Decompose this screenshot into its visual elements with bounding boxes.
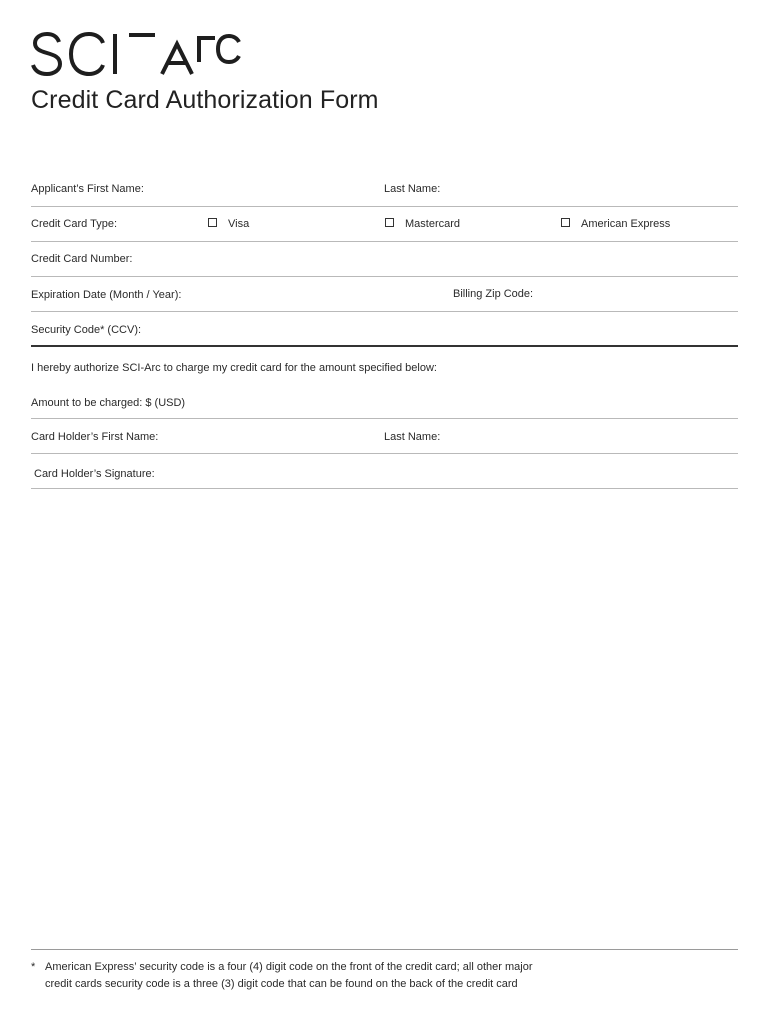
holder-last-name-label: Last Name: <box>384 431 441 443</box>
signature-row <box>31 454 738 489</box>
card-type-label: Credit Card Type: <box>31 218 118 230</box>
amount-row <box>31 384 738 419</box>
security-code-row <box>31 312 738 347</box>
footnote-marker: * <box>31 961 36 973</box>
footnote-line-1: American Express’ security code is a four (4) digit code on the front of the credit card; all other major <box>45 961 533 973</box>
card-number-label: Credit Card Number: <box>31 253 133 265</box>
applicant-first-name-label: Applicant’s First Name: <box>31 183 144 195</box>
footnote-line-2: credit cards security code is a three (3) digit code that can be found on the back of the credit card <box>45 977 518 990</box>
expiration-date-label: Expiration Date (Month / Year): <box>31 289 182 301</box>
footer-divider <box>31 949 738 950</box>
visa-label: Visa <box>228 218 250 230</box>
holder-first-name-label: Card Holder’s First Name: <box>31 431 159 443</box>
security-code-label: Security Code* (CCV): <box>31 324 142 336</box>
checkbox-american-express[interactable] <box>561 218 570 227</box>
row-divider <box>31 488 738 489</box>
billing-zip-label: Billing Zip Code: <box>453 288 534 300</box>
signature-label: Card Holder’s Signature: <box>34 468 155 480</box>
card-option-visa[interactable] <box>208 218 249 230</box>
card-type-row <box>31 207 738 242</box>
checkbox-mastercard[interactable] <box>385 218 394 227</box>
form-title: Credit Card Authorization Form <box>31 86 379 114</box>
checkbox-visa[interactable] <box>208 218 217 227</box>
sci-arc-logo <box>31 30 243 83</box>
applicant-last-name-label: Last Name: <box>384 183 441 195</box>
expiration-row <box>31 277 738 312</box>
american-express-label: American Express <box>581 218 671 230</box>
card-option-amex[interactable] <box>561 218 670 230</box>
card-number-row <box>31 242 738 277</box>
card-holder-name-row <box>31 419 738 454</box>
authorization-statement: I hereby authorize SCI-Arc to charge my credit card for the amount specified below: <box>31 362 437 374</box>
card-option-mastercard[interactable] <box>385 218 460 230</box>
amount-label: Amount to be charged: $ (USD) <box>31 397 186 409</box>
applicant-name-row <box>31 172 738 207</box>
mastercard-label: Mastercard <box>405 218 461 230</box>
section-divider <box>31 345 738 347</box>
